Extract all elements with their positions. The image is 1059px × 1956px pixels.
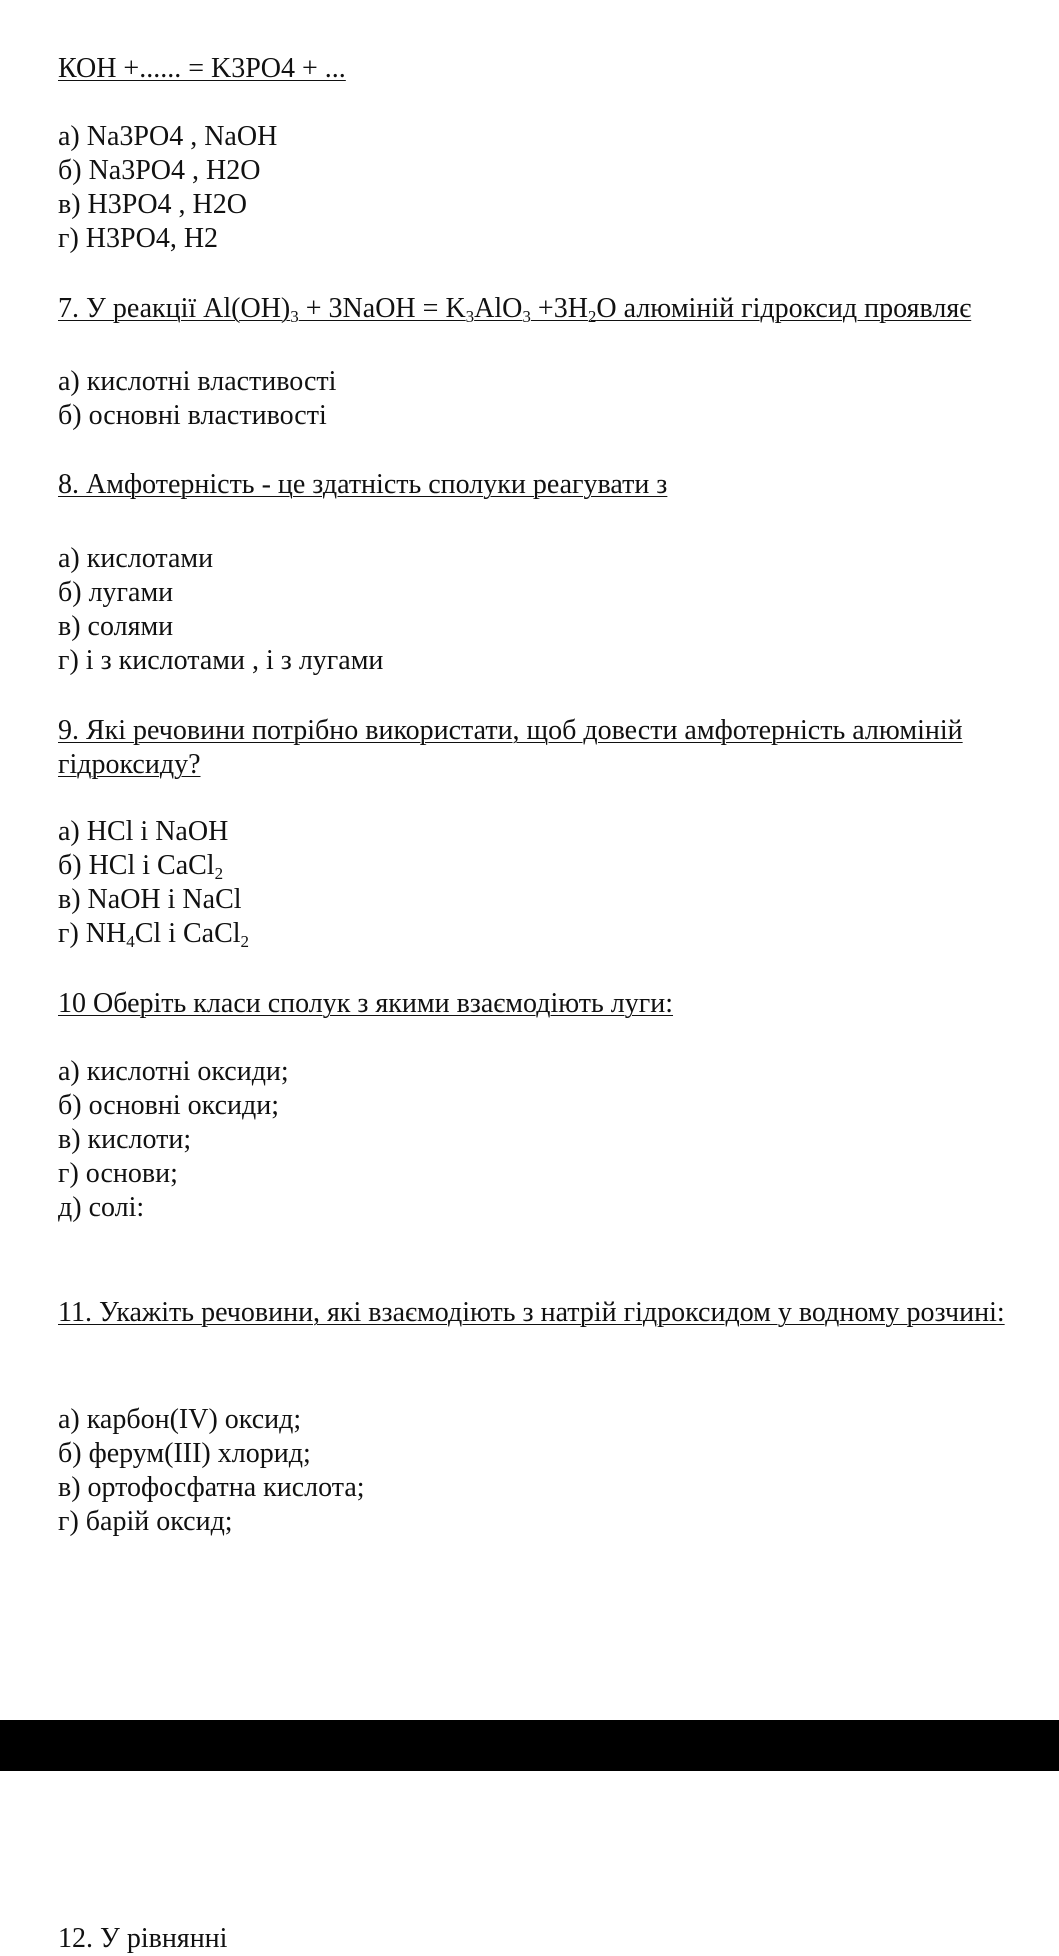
option-a: а) кислотні оксиди; (58, 1056, 289, 1087)
option-d: г) $NH_4Cl$ і CaCl$_2$ (58, 918, 250, 951)
option-b: б) основні властивості (58, 400, 327, 431)
question-7-options (58, 365, 336, 433)
question-12-text: 12. У рівнянні (58, 1923, 228, 1954)
option-d: г) H3PO4, H2 (58, 223, 219, 254)
option-a: а) Na3PO4 , NaOH (58, 121, 278, 152)
question-7-text: 7. У реакції $Al(OH)_3$ + 3NaOH = $K_3AlO_3 +3H_2O$ алюміній гідроксид проявляє (58, 293, 972, 326)
option-b: б) основні оксиди; (58, 1090, 279, 1121)
question-10-text: 10 Оберіть класи сполук з якими взаємодіють луги: (58, 988, 674, 1019)
option-c: в) NaOH і NaCl (58, 884, 242, 915)
question-9-options (58, 815, 249, 951)
question-11-options (58, 1403, 365, 1539)
option-c: в) кислоти; (58, 1124, 192, 1155)
option-e: д) солі: (58, 1192, 145, 1223)
option-b: б) Na3PO4 , H2O (58, 155, 261, 186)
question-8-options (58, 542, 383, 678)
option-b: б) лугами (58, 577, 174, 608)
question-6-text: КОН +...... = K3PO4 + ... (58, 53, 346, 84)
option-c: в) H3PO4 , H2O (58, 189, 247, 220)
question-10-options (58, 1055, 289, 1225)
page-separator-bar (0, 1720, 1059, 1771)
option-c: в) солями (58, 611, 174, 642)
option-b: б) HCl і CaCl$_2$ (58, 850, 224, 883)
question-8-text: 8. Амфотерність - це здатність сполуки реагувати з (58, 469, 668, 500)
option-d: г) барій оксид; (58, 1506, 233, 1537)
option-d: г) основи; (58, 1158, 178, 1189)
question-9-text: 9. Які речовини потрібно використати, щоб довести амфотерність алюміній гідроксиду? (58, 715, 963, 780)
option-a: а) кислотами (58, 543, 214, 574)
option-c: в) ортофосфатна кислота; (58, 1472, 365, 1503)
option-a: а) HCl і NaOH (58, 816, 229, 847)
option-a: а) карбон(ІV) оксид; (58, 1404, 302, 1435)
option-b: б) ферум(ІІІ) хлорид; (58, 1438, 311, 1469)
question-11-text: 11. Укажіть речовини, які взаємодіють з натрій гідроксидом у водному розчині: (58, 1297, 1005, 1328)
option-d: г) і з кислотами , і з лугами (58, 645, 384, 676)
question-6-options (58, 120, 277, 256)
option-a: а) кислотні властивості (58, 366, 337, 397)
